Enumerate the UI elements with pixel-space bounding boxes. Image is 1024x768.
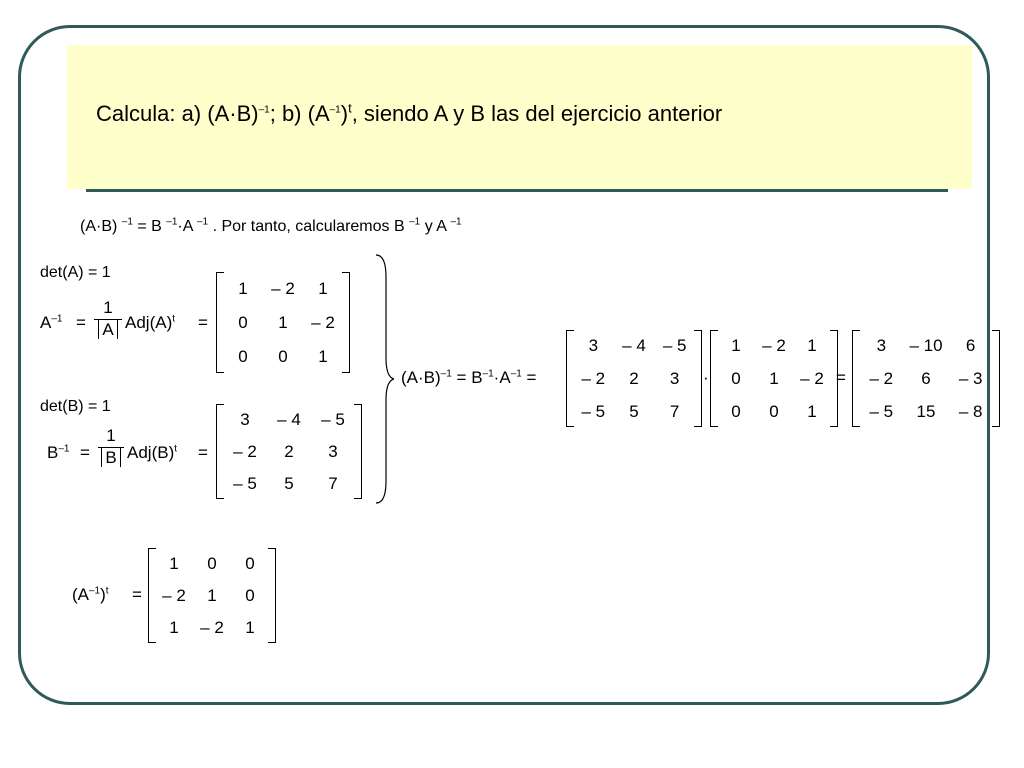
matrix-cell: 0	[238, 313, 248, 332]
matrix-right-bracket	[268, 548, 276, 643]
matrix-cell: 1	[318, 279, 328, 298]
det-b-text: det(B) = 1	[40, 398, 111, 415]
matrix-cell: – 4	[622, 336, 646, 356]
matrix-cell: 3	[669, 369, 680, 388]
transpose-lhs: $(A^{-1})^t$	[72, 585, 109, 604]
right-brace	[372, 253, 394, 505]
matrix-cell: 2	[629, 369, 639, 388]
title-divider	[86, 189, 948, 192]
inv-b-adj: $Adj(B)^t$	[127, 443, 178, 462]
inv-b-equals: =	[80, 443, 90, 462]
product-lhs: $(A\cdot B)^{-1} = B^{-1}\cdot A^{-1}$ =	[401, 368, 537, 387]
matrix-cell: – 5	[662, 336, 687, 356]
matrix-cell: 15	[916, 401, 936, 421]
matrix-cell: 1	[238, 279, 248, 298]
matrix-cell: 0	[245, 554, 255, 573]
inv-a-matrix	[216, 272, 350, 374]
product-dot: ·	[703, 368, 709, 387]
inv-b-fraction: $\frac{1}{B}$	[98, 426, 124, 468]
inv-b-equals-2: =	[198, 443, 208, 462]
matrix-cell: – 5	[233, 474, 257, 493]
matrix-right-bracket	[342, 272, 350, 373]
matrix-cell: 0	[278, 347, 288, 366]
matrix-cell: – 4	[277, 410, 301, 429]
matrix-cell: – 10	[909, 336, 943, 356]
matrix-cell: – 2	[869, 369, 894, 388]
matrix-cell: 3	[876, 336, 887, 356]
inv-b-lhs: $B^{-1}$	[47, 443, 70, 462]
matrix-cell: 2	[284, 442, 294, 461]
matrix-cell: 5	[284, 474, 294, 493]
matrix-cell: – 5	[869, 401, 894, 421]
matrix-right-bracket	[992, 330, 1000, 427]
intro-line: (A·B) $^{-1}$ = B $^{-1}$·A $^{-1}$ . Por tanto, calcularemos B $^{-1}$ y A $^{-1}$	[80, 216, 462, 235]
matrix-cell: – 2	[162, 586, 186, 605]
det-a-text: det(A) = 1	[40, 264, 111, 281]
matrix-cell: – 2	[271, 279, 295, 298]
inv-a-adj: $Adj(A)^t$	[125, 313, 176, 332]
matrix-cell: 0	[238, 347, 248, 366]
matrix-cell: – 3	[958, 369, 983, 388]
matrix-cell: 3	[328, 442, 338, 461]
matrix-cell: 1	[769, 369, 779, 388]
matrix-cell: 1	[278, 313, 288, 332]
matrix-right-bracket	[694, 330, 702, 427]
matrix-cell: 6	[921, 369, 931, 388]
transpose-equals: =	[132, 585, 142, 604]
matrix-cell: 0	[245, 586, 255, 605]
matrix-cell: 1	[207, 586, 217, 605]
matrix-cell: 1	[169, 618, 179, 637]
matrix-cell: 1	[245, 618, 255, 637]
matrix-cell: 0	[731, 369, 741, 388]
matrix-cell: – 2	[762, 336, 786, 356]
product-matrix-a-inv	[710, 330, 838, 428]
matrix-cell: 1	[169, 554, 179, 573]
matrix-cell: 3	[588, 336, 599, 356]
inv-a-fraction: $\frac{1}{A}$	[94, 298, 122, 340]
matrix-cell: – 8	[958, 401, 983, 421]
matrix-cell: – 2	[800, 369, 824, 388]
matrix-cell: – 2	[200, 618, 224, 637]
matrix-cell: 0	[207, 554, 217, 573]
inv-b-matrix	[216, 404, 362, 500]
matrix-cell: 1	[807, 401, 817, 421]
transpose-matrix	[148, 548, 276, 644]
matrix-cell: 7	[669, 401, 680, 421]
inv-a-equals-2: =	[198, 313, 208, 332]
matrix-cell: 3	[240, 410, 250, 429]
matrix-cell: – 2	[233, 442, 257, 461]
product-matrix-b-inv	[566, 330, 702, 428]
inv-a-lhs: $A^{-1}$	[40, 313, 63, 332]
matrix-cell: – 5	[581, 401, 606, 421]
matrix-cell: – 5	[321, 410, 345, 429]
matrix-cell: 5	[629, 401, 639, 421]
matrix-cell: 1	[318, 347, 328, 366]
product-equals: =	[836, 368, 846, 387]
inv-a-equals: =	[76, 313, 86, 332]
matrix-cell: – 2	[311, 313, 335, 332]
matrix-cell: 0	[769, 401, 779, 421]
matrix-cell: – 2	[581, 369, 606, 388]
matrix-right-bracket	[354, 404, 362, 499]
matrix-cell: 6	[965, 336, 976, 356]
matrix-cell: 7	[328, 474, 338, 493]
slide-title: Calcula: a) $(A\cdot B)^{-1}$; b) $(A^{-1})^t$, siendo A y B las del ejercicio anterior	[96, 100, 723, 126]
matrix-cell: 0	[731, 401, 741, 421]
matrix-cell: 1	[807, 336, 817, 356]
matrix-cell: 1	[731, 336, 741, 356]
product-matrix-result	[852, 330, 1000, 428]
